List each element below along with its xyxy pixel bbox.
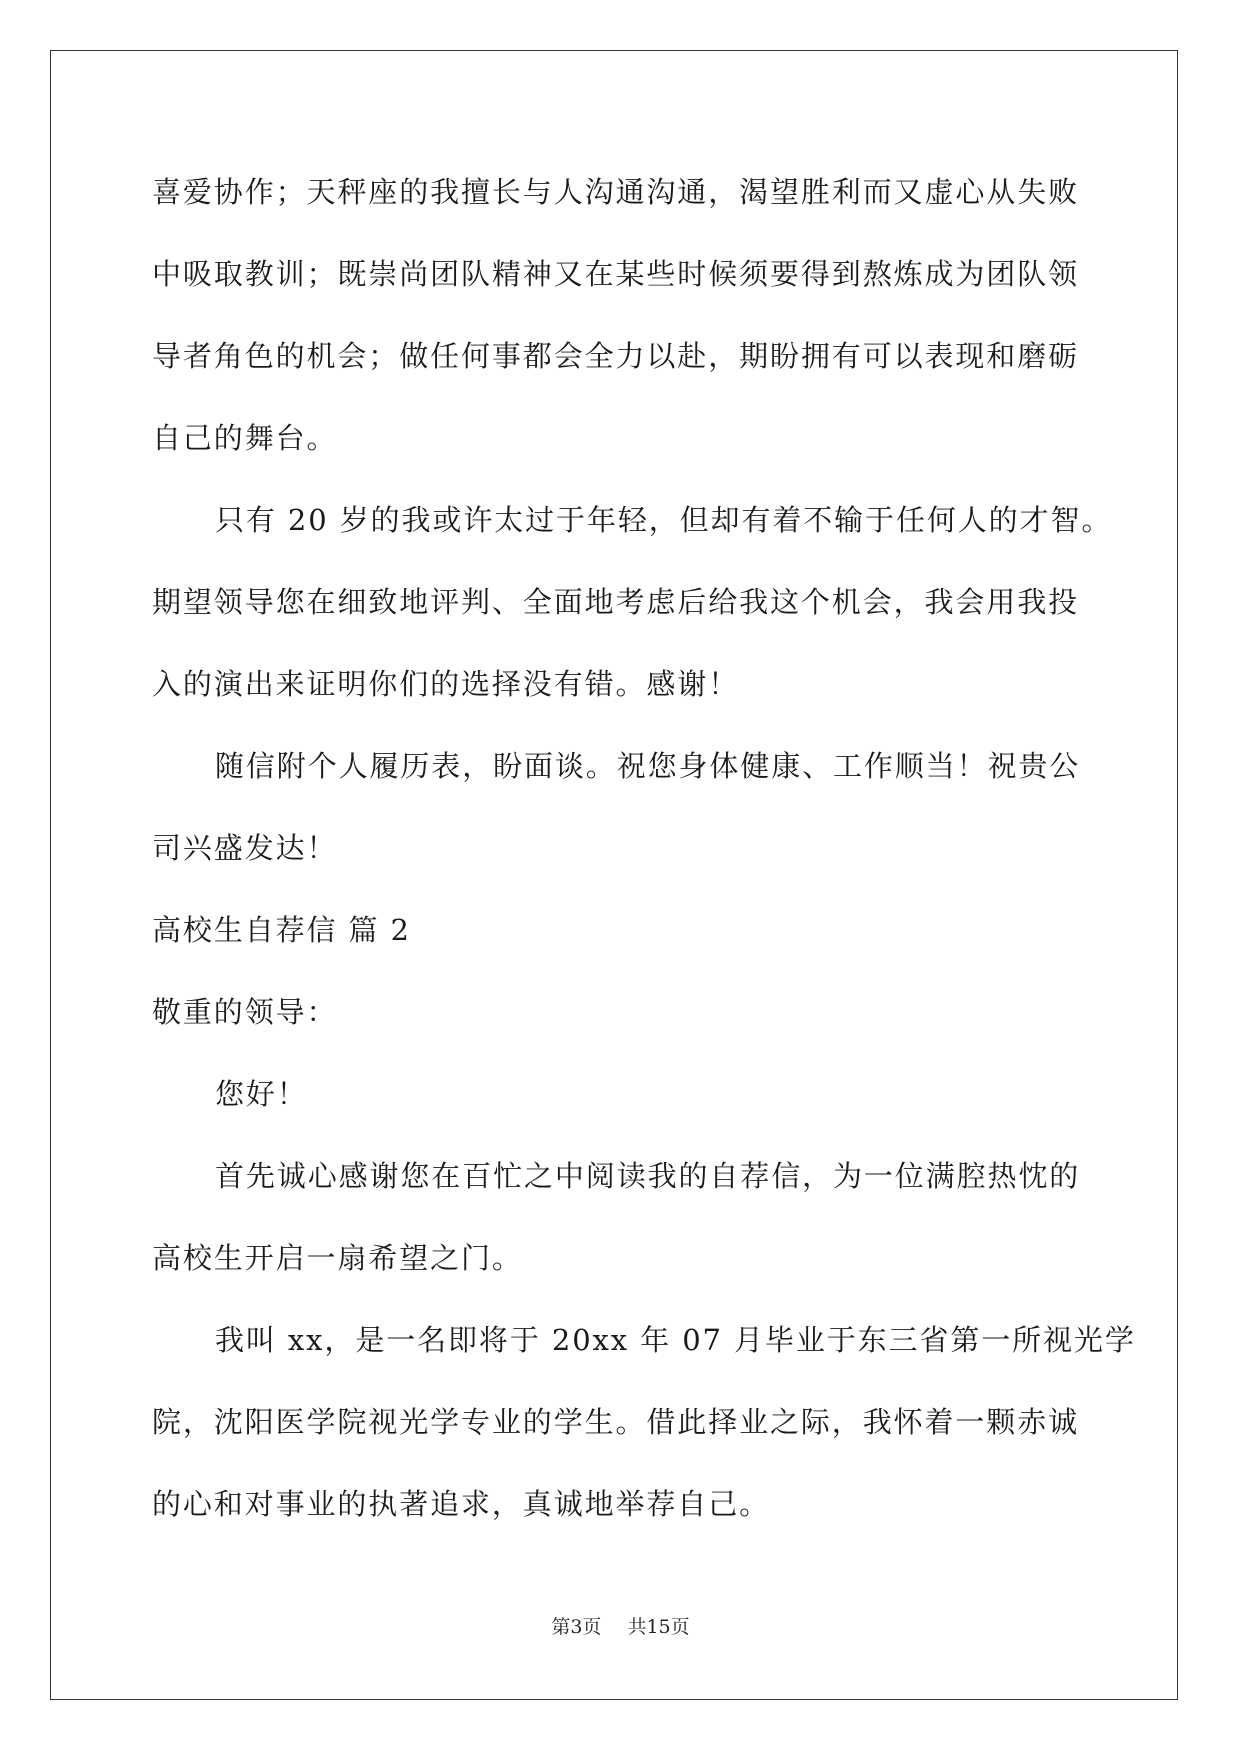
text-line: 首先诚心感谢您在百忙之中阅读我的自荐信，为一位满腔热忱的 <box>215 1159 1081 1193</box>
text-line: 导者角色的机会；做任何事都会全力以赴，期盼拥有可以表现和磨砺 <box>152 339 1080 373</box>
text-line: 入的演出来证明你们的选择没有错。感谢！ <box>152 667 740 701</box>
text-line: 我叫 xx，是一名即将于 20xx 年 07 月毕业于东三省第一所视光学 <box>215 1323 1136 1357</box>
greeting: 您好！ <box>215 1077 308 1111</box>
page-number: 第3页 <box>551 1616 602 1638</box>
text-line: 随信附个人履历表，盼面谈。祝您身体健康、工作顺当！祝贵公 <box>215 749 1081 783</box>
text-line: 喜爱协作；天秤座的我擅长与人沟通沟通，渴望胜利而又虚心从失败 <box>152 175 1080 209</box>
text-line: 只有 20 岁的我或许太过于年轻，但却有着不输于任何人的才智。 <box>215 503 1113 537</box>
text-line: 的心和对事业的执著追求，真诚地举荐自己。 <box>152 1487 771 1521</box>
section-heading: 高校生自荐信 篇 2 <box>152 913 411 947</box>
text-line: 中吸取教训；既崇尚团队精神又在某些时候须要得到熬炼成为团队领 <box>152 257 1080 291</box>
text-line: 院，沈阳医学院视光学专业的学生。借此择业之际，我怀着一颗赤诚 <box>152 1405 1080 1439</box>
text-line: 期望领导您在细致地评判、全面地考虑后给我这个机会，我会用我投 <box>152 585 1080 619</box>
text-line: 司兴盛发达！ <box>152 831 338 865</box>
page-total: 共15页 <box>627 1616 690 1638</box>
salutation: 敬重的领导： <box>152 995 338 1029</box>
text-line: 高校生开启一扇希望之门。 <box>152 1241 523 1275</box>
text-line: 自己的舞台。 <box>152 421 338 455</box>
page-footer <box>0 1612 1241 1639</box>
document-body <box>152 162 1136 1556</box>
